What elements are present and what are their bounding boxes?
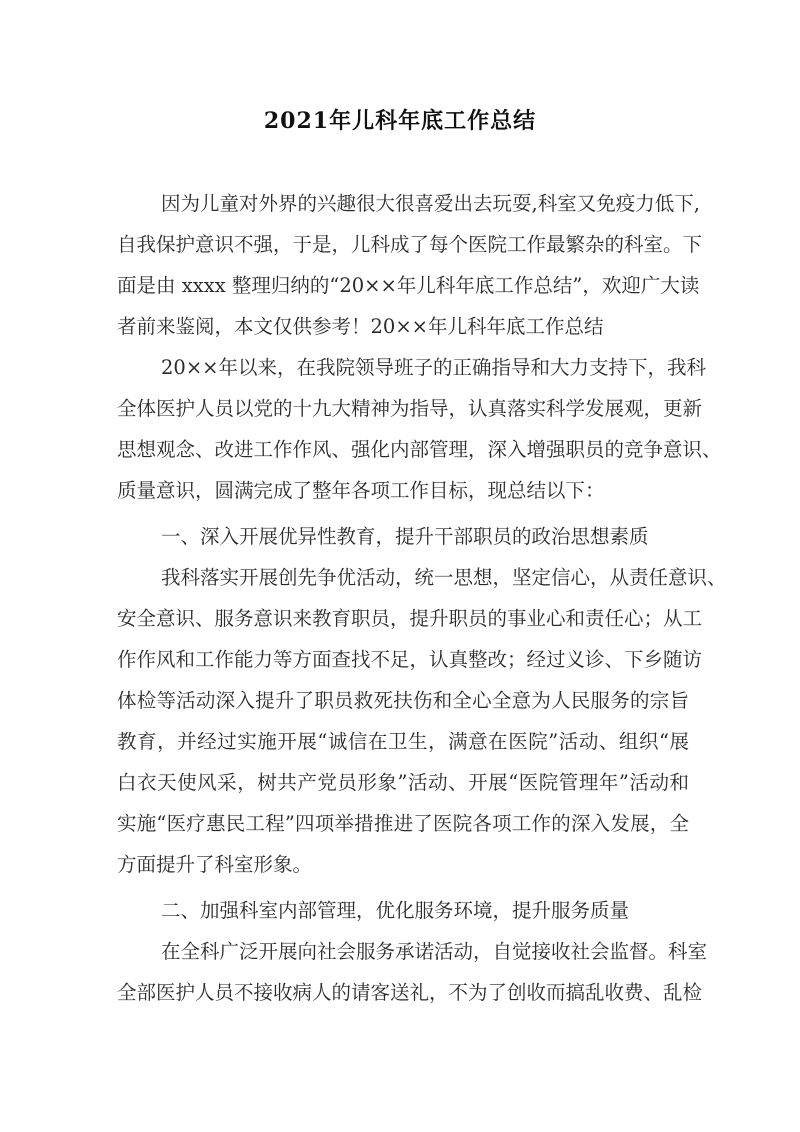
text-line: 方面提升了科室形象。 (117, 853, 313, 876)
text-line: 自我保护意识不强，于是，儿科成了每个医院工作最繁杂的科室。下 (117, 233, 703, 256)
text-line: 作作风和工作能力等方面查找不足，认真整改；经过义诊、下乡随访 (117, 648, 703, 671)
text-line: 质量意识，圆满完成了整年各项工作目标，现总结以下： (117, 479, 605, 502)
paragraph (117, 931, 708, 1013)
paragraph (117, 347, 722, 511)
document-body (117, 183, 727, 1013)
text-line: 思想观念、改进工作作风、强化内部管理，深入增强职员的竞争意识、 (117, 438, 722, 461)
text-line: 体检等活动深入提升了职员救死扶伤和全心全意为人民服务的宗旨 (117, 689, 689, 712)
text-line: 者前来鉴阅，本文仅供参考！20××年儿科年底工作总结 (117, 315, 604, 338)
text-line: 在全科广泛开展向社会服务承诺活动，自觉接收社会监督。科室 (161, 940, 708, 963)
text-line: 全部医护人员不接收病人的请客送礼，不为了创收而搞乱收费、乱检 (117, 981, 703, 1004)
text-line: 因为儿童对外界的兴趣很大很喜爱出去玩耍,科室又免疫力低下, (161, 192, 700, 215)
section-heading (117, 890, 689, 931)
section-heading (117, 516, 689, 557)
text-line: 全体医护人员以党的十九大精神为指导，认真落实科学发展观，更新 (117, 397, 703, 420)
text-line: 安全意识、服务意识来教育职员，提升职员的事业心和责任心；从工 (117, 607, 703, 630)
text-line: 20××年以来，在我院领导班子的正确指导和大力支持下，我科 (161, 356, 706, 379)
paragraph (117, 183, 703, 347)
text-line: 面是由 xxxx 整理归纳的“20××年儿科年底工作总结”，欢迎广大读 (117, 274, 700, 297)
text-line: 教育，并经过实施开展“诚信在卫生，满意在医院”活动、组织“展 (117, 730, 689, 753)
text-line: 我科落实开展创先争优活动，统一思想，坚定信心，从责任意识、 (161, 566, 727, 589)
text-line: 二、加强科室内部管理，优化服务环境，提升服务质量 (161, 899, 630, 922)
text-line: 实施“医疗惠民工程”四项举措推进了医院各项工作的深入发展，全 (117, 812, 689, 835)
document-title: 2021年儿科年底工作总结 (263, 108, 537, 134)
text-line: 一、深入开展优异性教育，提升干部职员的政治思想素质 (161, 525, 649, 548)
paragraph (117, 557, 727, 885)
text-line: 白衣天使风采，树共产党员形象”活动、开展“医院管理年”活动和 (117, 771, 689, 794)
